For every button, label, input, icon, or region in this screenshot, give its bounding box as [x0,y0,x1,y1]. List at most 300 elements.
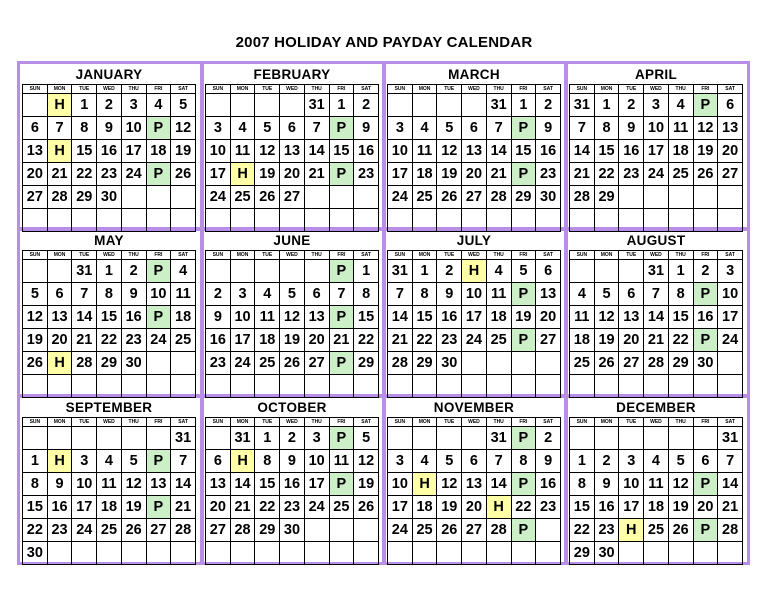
week-row [23,186,196,209]
day-cell: 29 [97,352,122,375]
day-cell [230,94,255,117]
day-cell [206,260,231,283]
day-cell [486,352,511,375]
day-cell: 3 [304,427,329,450]
day-cell: 21 [304,163,329,186]
payday-cell: P [329,427,354,450]
day-cell: 6 [304,283,329,306]
week-row [206,542,379,565]
day-cell [121,186,146,209]
week-row [23,209,196,232]
day-cell: 28 [72,352,97,375]
day-cell [304,542,329,565]
weekday-header: SUN [570,418,595,427]
day-cell: 22 [594,163,619,186]
week-row [570,329,743,352]
day-cell [47,375,72,398]
day-cell: 28 [644,352,669,375]
day-cell: 20 [462,496,487,519]
day-cell: 3 [619,450,644,473]
holiday-cell: H [486,496,511,519]
month-name: FEBRUARY [253,67,331,82]
day-cell: 8 [255,450,280,473]
day-cell: 13 [536,283,561,306]
week-row [570,260,743,283]
day-cell: 15 [511,140,536,163]
day-cell: 14 [644,306,669,329]
week-row [23,94,196,117]
day-cell [304,375,329,398]
day-cell: 12 [594,306,619,329]
day-cell: 18 [171,306,196,329]
day-cell: 15 [668,306,693,329]
day-cell: 25 [644,519,669,542]
day-cell [329,186,354,209]
day-cell: 19 [437,163,462,186]
week-row [23,283,196,306]
week-row [206,209,379,232]
day-cell: 26 [354,496,379,519]
day-cell: 8 [72,117,97,140]
day-cell: 31 [230,427,255,450]
day-cell [693,542,718,565]
day-cell: 18 [97,496,122,519]
day-cell: 25 [570,352,595,375]
month-table [569,417,743,565]
day-cell: 6 [23,117,48,140]
day-cell: 2 [97,94,122,117]
day-cell [230,260,255,283]
week-row [206,450,379,473]
day-cell: 4 [230,117,255,140]
week-row [570,352,743,375]
day-cell: 8 [412,283,437,306]
day-cell [121,375,146,398]
weekday-header: THU [121,418,146,427]
day-cell: 14 [304,140,329,163]
day-cell [354,375,379,398]
day-cell: 13 [718,117,743,140]
payday-cell: P [511,519,536,542]
day-cell [594,375,619,398]
day-cell: 27 [280,186,305,209]
day-cell [462,427,487,450]
day-cell: 27 [536,329,561,352]
day-cell: 9 [280,450,305,473]
weekday-header: SAT [171,85,196,94]
day-cell: 24 [230,352,255,375]
day-cell [255,94,280,117]
day-cell [536,209,561,232]
day-cell: 19 [668,496,693,519]
day-cell: 10 [644,117,669,140]
day-cell: 23 [619,163,644,186]
day-cell [23,209,48,232]
day-cell: 9 [47,473,72,496]
weekday-header: MON [594,251,619,260]
day-cell: 11 [97,473,122,496]
weekday-header: FRI [329,85,354,94]
payday-cell: P [329,352,354,375]
day-cell: 10 [206,140,231,163]
day-cell: 5 [594,283,619,306]
day-cell: 11 [230,140,255,163]
day-cell: 30 [97,186,122,209]
day-cell: 16 [121,306,146,329]
day-cell: 28 [718,519,743,542]
day-cell: 16 [97,140,122,163]
grid-divider [200,61,204,565]
day-cell: 12 [280,306,305,329]
day-cell: 29 [511,186,536,209]
day-cell [718,542,743,565]
day-cell: 25 [255,352,280,375]
weekday-header: WED [97,418,122,427]
day-cell: 11 [486,283,511,306]
week-row [570,450,743,473]
weekday-header: TUE [437,85,462,94]
day-cell: 21 [72,329,97,352]
day-cell: 2 [693,260,718,283]
weekday-header: WED [97,251,122,260]
day-cell: 25 [97,519,122,542]
day-cell: 22 [412,329,437,352]
day-cell [437,427,462,450]
day-cell [594,260,619,283]
day-cell [644,186,669,209]
payday-cell: P [146,163,171,186]
day-cell: 3 [72,450,97,473]
day-cell: 15 [594,140,619,163]
day-cell: 20 [536,306,561,329]
payday-cell: P [693,329,718,352]
day-cell: 25 [171,329,196,352]
day-cell: 12 [437,140,462,163]
day-cell: 28 [486,519,511,542]
day-cell: 31 [570,94,595,117]
day-cell [437,209,462,232]
day-cell: 14 [230,473,255,496]
day-cell: 8 [97,283,122,306]
week-row [206,329,379,352]
day-cell: 15 [329,140,354,163]
day-cell [329,519,354,542]
weekday-header: TUE [255,251,280,260]
day-cell: 2 [437,260,462,283]
day-cell: 16 [619,140,644,163]
day-cell: 6 [462,117,487,140]
day-cell: 1 [412,260,437,283]
weekday-header: THU [668,251,693,260]
day-cell: 17 [644,140,669,163]
day-cell [280,94,305,117]
week-row [570,519,743,542]
month-table [569,250,743,398]
day-cell: 29 [668,352,693,375]
day-cell: 21 [388,329,413,352]
payday-cell: P [146,260,171,283]
day-cell: 7 [486,117,511,140]
day-cell: 13 [146,473,171,496]
weekday-header: MON [47,418,72,427]
day-cell [619,375,644,398]
day-cell [230,375,255,398]
day-cell [146,427,171,450]
day-cell: 13 [304,306,329,329]
weekday-header: FRI [146,418,171,427]
day-cell [171,352,196,375]
day-cell: 1 [23,450,48,473]
day-cell: 7 [718,450,743,473]
day-cell: 22 [511,496,536,519]
day-cell: 8 [511,450,536,473]
weekday-header: WED [280,418,305,427]
weekday-header: FRI [693,418,718,427]
day-cell [329,542,354,565]
weekday-header: SUN [23,251,48,260]
day-cell [146,209,171,232]
day-cell: 9 [206,306,231,329]
day-cell [412,209,437,232]
weekday-header: SAT [718,418,743,427]
day-cell: 8 [23,473,48,496]
day-cell [304,209,329,232]
day-cell [171,186,196,209]
grid-divider [382,61,386,565]
day-cell [536,375,561,398]
weekday-header: SUN [206,418,231,427]
week-row [570,186,743,209]
day-cell: 10 [230,306,255,329]
day-cell: 10 [146,283,171,306]
week-row [388,186,561,209]
week-row [206,519,379,542]
week-row [388,94,561,117]
day-cell: 9 [437,283,462,306]
month-july [387,231,561,392]
day-cell: 30 [121,352,146,375]
weekday-header: TUE [619,418,644,427]
day-cell: 5 [121,450,146,473]
holiday-cell: H [462,260,487,283]
weekday-header: SUN [388,251,413,260]
week-row [206,260,379,283]
month-table [22,84,196,232]
day-cell: 25 [668,163,693,186]
weekday-header: FRI [511,418,536,427]
day-cell: 30 [594,542,619,565]
day-cell: 4 [146,94,171,117]
day-cell: 6 [536,260,561,283]
week-row [206,140,379,163]
weekday-header: THU [304,85,329,94]
week-row [206,306,379,329]
day-cell: 4 [171,260,196,283]
payday-cell: P [511,329,536,352]
day-cell [511,542,536,565]
day-cell: 18 [412,496,437,519]
day-cell: 7 [72,283,97,306]
week-row [388,496,561,519]
day-cell: 24 [146,329,171,352]
day-cell [255,542,280,565]
holiday-cell: H [47,140,72,163]
day-cell: 13 [206,473,231,496]
day-cell: 1 [570,450,595,473]
day-cell [437,542,462,565]
day-cell: 19 [171,140,196,163]
month-january [22,65,196,226]
week-row [388,450,561,473]
weekday-header: MON [230,85,255,94]
day-cell: 17 [230,329,255,352]
day-cell: 15 [97,306,122,329]
weekday-header: WED [462,85,487,94]
day-cell: 31 [486,427,511,450]
month-may [22,231,196,392]
month-november [387,398,561,559]
weekday-header: TUE [72,418,97,427]
day-cell: 21 [171,496,196,519]
weekday-header: SUN [23,85,48,94]
day-cell [97,209,122,232]
day-cell [388,209,413,232]
day-cell [462,375,487,398]
day-cell: 20 [462,163,487,186]
day-cell: 11 [668,117,693,140]
day-cell: 14 [388,306,413,329]
weekday-header: TUE [255,85,280,94]
day-cell: 18 [668,140,693,163]
week-row [23,163,196,186]
day-cell: 7 [304,117,329,140]
payday-cell: P [146,450,171,473]
day-cell: 13 [280,140,305,163]
day-cell: 16 [536,473,561,496]
month-name: JULY [456,233,492,248]
day-cell: 16 [47,496,72,519]
day-cell: 24 [304,496,329,519]
day-cell [121,542,146,565]
day-cell: 2 [619,94,644,117]
holiday-cell: H [47,352,72,375]
day-cell: 2 [280,427,305,450]
day-cell: 29 [594,186,619,209]
month-february [205,65,379,226]
day-cell [255,209,280,232]
weekday-header: TUE [72,85,97,94]
day-cell [280,375,305,398]
day-cell: 14 [486,473,511,496]
day-cell [718,186,743,209]
day-cell: 4 [570,283,595,306]
day-cell: 26 [668,519,693,542]
weekday-header: SUN [23,418,48,427]
day-cell: 15 [255,473,280,496]
week-row [388,140,561,163]
day-cell [412,427,437,450]
week-row [388,117,561,140]
day-cell: 16 [594,496,619,519]
day-cell: 12 [23,306,48,329]
day-cell [570,260,595,283]
weekday-header: SUN [206,251,231,260]
day-cell [354,542,379,565]
weekday-header: SAT [536,85,561,94]
week-row [570,209,743,232]
week-row [23,306,196,329]
day-cell [97,375,122,398]
day-cell: 24 [206,186,231,209]
day-cell [412,542,437,565]
weekday-header: THU [668,418,693,427]
day-cell: 22 [72,163,97,186]
day-cell [462,94,487,117]
month-name: DECEMBER [616,400,696,415]
day-cell: 26 [437,519,462,542]
day-cell: 20 [693,496,718,519]
weekday-header: FRI [511,85,536,94]
holiday-cell: H [230,163,255,186]
week-row [570,94,743,117]
day-cell: 22 [570,519,595,542]
day-cell [23,375,48,398]
weekday-header: MON [412,251,437,260]
day-cell: 27 [462,519,487,542]
day-cell: 31 [171,427,196,450]
day-cell [47,260,72,283]
day-cell: 22 [668,329,693,352]
day-cell: 12 [354,450,379,473]
day-cell: 19 [280,329,305,352]
day-cell: 27 [23,186,48,209]
day-cell: 19 [354,473,379,496]
week-row [23,542,196,565]
day-cell: 3 [718,260,743,283]
day-cell [47,427,72,450]
day-cell: 17 [206,163,231,186]
day-cell: 3 [388,450,413,473]
day-cell: 19 [437,496,462,519]
day-cell [693,209,718,232]
month-march [387,65,561,226]
day-cell: 4 [644,450,669,473]
day-cell: 8 [668,283,693,306]
day-cell [693,375,718,398]
day-cell: 1 [511,94,536,117]
day-cell: 4 [97,450,122,473]
day-cell [255,375,280,398]
payday-cell: P [693,519,718,542]
day-cell: 18 [644,496,669,519]
day-cell [23,427,48,450]
day-cell [644,427,669,450]
day-cell: 5 [255,117,280,140]
day-cell: 20 [304,329,329,352]
week-row [570,306,743,329]
day-cell: 17 [388,496,413,519]
weekday-header: SAT [718,251,743,260]
week-row [23,427,196,450]
weekday-header: SAT [354,251,379,260]
weekday-header: THU [486,251,511,260]
day-cell: 1 [97,260,122,283]
month-name: JUNE [273,233,311,248]
day-cell: 31 [718,427,743,450]
day-cell: 12 [255,140,280,163]
holiday-cell: H [412,473,437,496]
month-april [569,65,743,226]
